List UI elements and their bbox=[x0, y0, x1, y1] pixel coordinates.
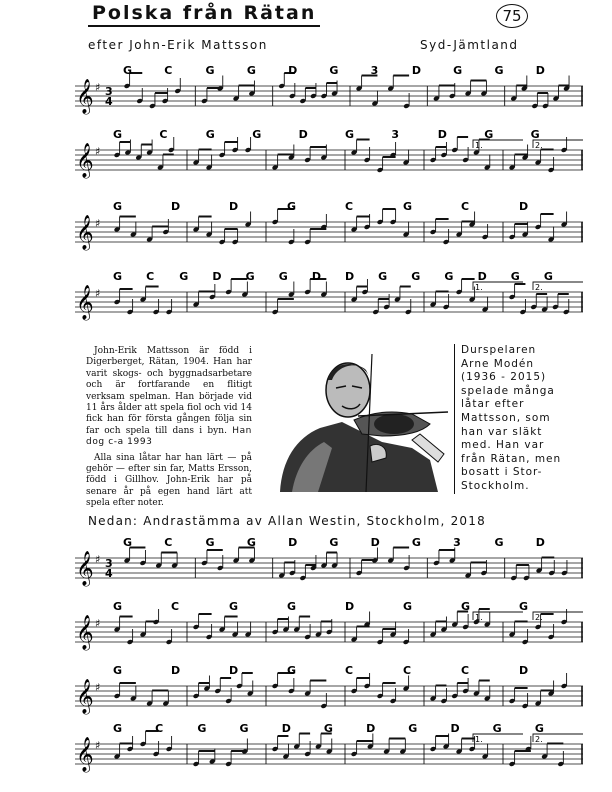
volta-ending-label: 2. bbox=[535, 283, 543, 292]
chord-symbol: G bbox=[113, 600, 123, 613]
chord-symbol: G bbox=[252, 128, 262, 141]
side-note-line: han var släkt bbox=[461, 425, 543, 438]
side-note-line: Stockholm. bbox=[461, 479, 530, 492]
chord-symbol: G bbox=[278, 270, 288, 283]
sharp-icon: ♯ bbox=[95, 287, 101, 300]
staff-lines bbox=[75, 664, 583, 714]
treble-clef-icon: 𝄞 bbox=[76, 615, 94, 650]
sharp-icon: ♯ bbox=[95, 681, 101, 694]
chord-symbol: G bbox=[408, 722, 418, 735]
chord-symbol: G bbox=[329, 64, 339, 77]
time-signature-top: 3 bbox=[105, 557, 113, 570]
staff-top-1 bbox=[75, 64, 585, 114]
treble-clef-icon: 𝄞 bbox=[76, 679, 94, 714]
chord-symbol: G bbox=[197, 722, 207, 735]
chord-symbol: D bbox=[345, 600, 355, 613]
chord-symbol: 3 bbox=[453, 536, 461, 549]
chord-symbol: D bbox=[171, 200, 181, 213]
chord-symbol: G bbox=[123, 64, 133, 77]
side-note-line: med. Han var bbox=[461, 439, 545, 452]
treble-clef-icon: 𝄞 bbox=[76, 143, 94, 178]
chord-symbol: G bbox=[444, 270, 454, 283]
volta-ending-label: 1. bbox=[475, 141, 483, 150]
side-note bbox=[454, 344, 591, 494]
chord-symbol: C bbox=[164, 64, 173, 77]
chord-symbol: C bbox=[155, 722, 164, 735]
sharp-icon: ♯ bbox=[95, 217, 101, 230]
chord-symbol: C bbox=[461, 664, 470, 677]
chord-symbol: G bbox=[494, 536, 504, 549]
chord-symbol: G bbox=[246, 64, 256, 77]
chord-symbol: G bbox=[113, 664, 123, 677]
chord-symbol: G bbox=[205, 128, 215, 141]
chord-symbol: G bbox=[510, 270, 520, 283]
chord-symbol: 3 bbox=[370, 64, 379, 77]
chord-symbol: G bbox=[484, 128, 494, 141]
treble-clef-icon: 𝄞 bbox=[76, 285, 94, 320]
treble-clef-icon: 𝄞 bbox=[76, 551, 94, 586]
chord-symbol: G bbox=[378, 270, 388, 283]
time-signature-bottom: 4 bbox=[105, 95, 113, 108]
chord-symbol: D bbox=[411, 64, 422, 77]
staff-lines bbox=[75, 536, 583, 586]
chord-symbol: G bbox=[239, 722, 249, 735]
chord-symbol: G bbox=[113, 722, 123, 735]
staff-lines bbox=[75, 64, 583, 114]
chord-symbol: G bbox=[411, 270, 421, 283]
second-voice-heading: Nedan: Andrastämma av Allan Westin, Stockholm, 2018 bbox=[88, 514, 486, 528]
staff-bottom-3 bbox=[75, 664, 585, 714]
bio-death-note: Han dog c-a 1993 bbox=[86, 425, 252, 448]
side-note-line: Durspelaren bbox=[461, 344, 537, 356]
sharp-icon: ♯ bbox=[95, 553, 101, 566]
treble-clef-icon: 𝄞 bbox=[76, 79, 94, 114]
side-note-line: spelade många bbox=[461, 384, 555, 397]
volta-ending-label: 2. bbox=[535, 141, 543, 150]
staff-lines bbox=[75, 600, 583, 650]
chord-symbol: G bbox=[403, 600, 413, 613]
chord-symbol: C bbox=[345, 200, 354, 213]
chord-symbol: G bbox=[453, 64, 463, 77]
chord-symbol: G bbox=[287, 200, 297, 213]
side-note-line: (1936 - 2015) bbox=[461, 371, 547, 384]
chord-symbol: G bbox=[345, 128, 355, 141]
time-signature-bottom: 4 bbox=[105, 567, 113, 580]
side-note-line: Arne Modén bbox=[461, 357, 535, 370]
staff-bottom-2 bbox=[75, 600, 585, 650]
chord-symbol: C bbox=[159, 128, 168, 141]
region-label: Syd-Jämtland bbox=[420, 38, 519, 52]
page-number: 75 bbox=[496, 4, 528, 28]
side-note-line: låtar efter bbox=[461, 398, 525, 411]
chord-symbol: D bbox=[519, 664, 529, 677]
volta-ending-label: 1. bbox=[475, 613, 483, 622]
bio-paragraph-2: Alla sina låtar har han lärt — på gehör — efter sin far, Matts Ersson, född i Gillhov. John-Erik har på senare år på egen hand lärt att spela efter noter. bbox=[86, 452, 252, 509]
chord-symbol: C bbox=[146, 270, 155, 283]
chord-symbol: G bbox=[530, 128, 540, 141]
sharp-icon: ♯ bbox=[95, 617, 101, 630]
chord-symbol: D bbox=[281, 722, 291, 735]
sharp-icon: ♯ bbox=[95, 145, 101, 158]
side-note-line: Mattsson, som bbox=[461, 411, 551, 424]
chord-symbol: G bbox=[534, 722, 544, 735]
fiddler-illustration bbox=[262, 350, 452, 492]
chord-symbol: 3 bbox=[391, 128, 400, 141]
chord-symbol: G bbox=[123, 536, 133, 549]
side-note-line: från Rätan, men bbox=[461, 452, 562, 465]
tune-title: Polska från Rätan bbox=[88, 2, 320, 27]
staff-lines bbox=[75, 128, 583, 178]
chord-symbol: D bbox=[345, 270, 355, 283]
source-attribution: efter John-Erik Mattsson bbox=[88, 38, 268, 52]
chord-symbol: G bbox=[113, 200, 123, 213]
chord-symbol: D bbox=[229, 664, 239, 677]
staff-bottom-4 bbox=[75, 722, 585, 772]
treble-clef-icon: 𝄞 bbox=[76, 215, 94, 250]
staff-lines bbox=[75, 200, 583, 250]
chord-symbol: C bbox=[403, 664, 412, 677]
chord-symbol: C bbox=[461, 200, 470, 213]
chord-symbol: D bbox=[366, 722, 376, 735]
chord-symbol: G bbox=[287, 600, 297, 613]
volta-ending-label: 1. bbox=[475, 283, 483, 292]
volta-ending-label: 2. bbox=[535, 735, 543, 744]
chord-symbol: G bbox=[494, 64, 504, 77]
chord-symbol: G bbox=[323, 722, 333, 735]
chord-symbol: G bbox=[411, 536, 421, 549]
volta-ending-label: 1. bbox=[475, 735, 483, 744]
sharp-icon: ♯ bbox=[95, 81, 101, 94]
treble-clef-icon: 𝄞 bbox=[76, 737, 94, 772]
chord-symbol: D bbox=[450, 722, 460, 735]
chord-symbol: G bbox=[179, 270, 189, 283]
chord-symbol: D bbox=[171, 664, 181, 677]
chord-symbol: G bbox=[245, 270, 255, 283]
staff-lines bbox=[75, 270, 583, 320]
chord-symbol: G bbox=[113, 128, 123, 141]
chord-symbol: D bbox=[311, 270, 321, 283]
volta-ending-label: 2. bbox=[535, 613, 543, 622]
biography bbox=[86, 346, 252, 514]
chord-symbol: C bbox=[164, 536, 173, 549]
chord-symbol: D bbox=[288, 64, 298, 77]
chord-symbol: D bbox=[212, 270, 222, 283]
staff-lines bbox=[75, 722, 583, 772]
chord-symbol: G bbox=[287, 664, 297, 677]
chord-symbol: G bbox=[492, 722, 502, 735]
chord-symbol: D bbox=[298, 128, 308, 141]
chord-symbol: G bbox=[113, 270, 123, 283]
chord-symbol: G bbox=[519, 600, 529, 613]
chord-symbol: D bbox=[477, 270, 487, 283]
chord-symbol: G bbox=[205, 64, 215, 77]
chord-symbol: D bbox=[288, 536, 298, 549]
chord-symbol: D bbox=[535, 536, 545, 549]
chord-symbol: G bbox=[205, 536, 215, 549]
chord-symbol: G bbox=[329, 536, 339, 549]
chord-symbol: D bbox=[370, 536, 380, 549]
staff-top-4 bbox=[75, 270, 585, 320]
chord-symbol: D bbox=[437, 128, 447, 141]
chord-symbol: G bbox=[246, 536, 256, 549]
staff-bottom-1 bbox=[75, 536, 585, 586]
chord-symbol: D bbox=[519, 200, 529, 213]
chord-symbol: D bbox=[229, 200, 239, 213]
staff-top-2 bbox=[75, 128, 585, 178]
chord-symbol: C bbox=[171, 600, 180, 613]
chord-symbol: D bbox=[535, 64, 545, 77]
chord-symbol: G bbox=[229, 600, 239, 613]
sharp-icon: ♯ bbox=[95, 739, 101, 752]
staff-top-3 bbox=[75, 200, 585, 250]
chord-symbol: C bbox=[345, 664, 354, 677]
chord-symbol: G bbox=[543, 270, 553, 283]
bio-paragraph-1: John-Erik Mattsson är född i Digerberget, Rätan, 1904. Han har varit skogs- och byggnadsarbetare och är fortfarande en flitigt verksam spelman. Han började vid 11 års ålder att spela fiol och vid 14 fick han för första gången följa sin far och spela till dans i byn. bbox=[86, 346, 252, 436]
side-note-line: bosatt i Stor- bbox=[461, 466, 543, 479]
time-signature-top: 3 bbox=[105, 85, 113, 98]
chord-symbol: G bbox=[461, 600, 471, 613]
chord-symbol: G bbox=[403, 200, 413, 213]
